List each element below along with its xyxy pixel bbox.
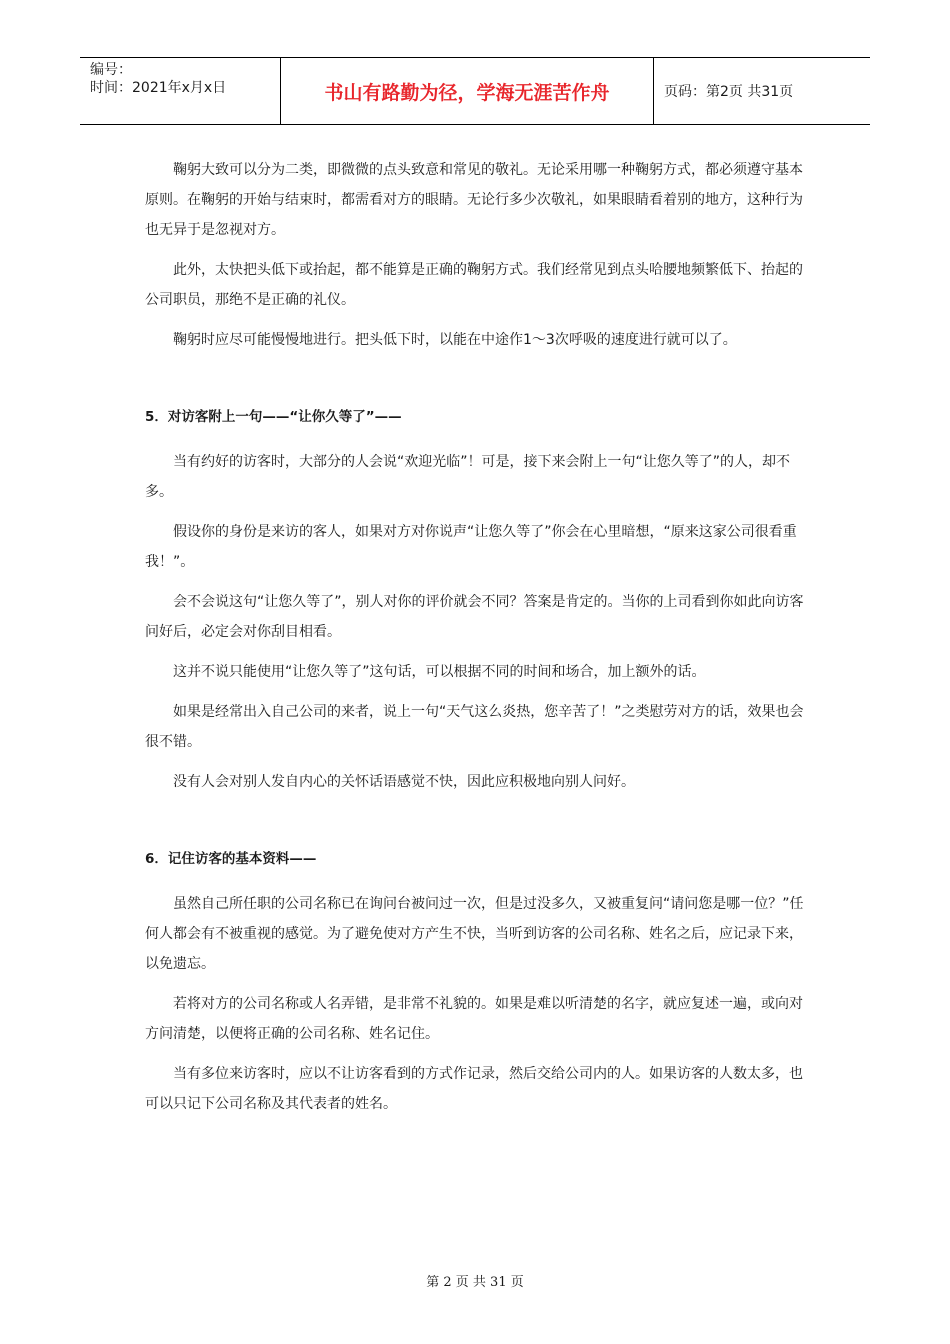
header-number-label: 编号： [90,62,132,78]
paragraph: 这并不说只能使用“让您久等了”这句话，可以根据不同的时间和场合，加上额外的话。 [173,664,706,680]
page-header [80,57,870,125]
section-heading-5: 5．对访客附上一句——“让你久等了”—— [145,409,402,425]
paragraph: 当有约好的访客时，大部分的人会说“欢迎光临”！可是，接下来会附上一句“让您久等了”的人，却不多。 [145,454,791,500]
header-page-info: 页码：第2页 共31页 [664,84,794,100]
paragraph: 此外，太快把头低下或抬起，都不能算是正确的鞠躬方式。我们经常见到点头哈腰地频繁低下、抬起的公司职员，那绝不是正确的礼仪。 [145,262,803,308]
section-heading-6: 6．记住访客的基本资料—— [145,851,317,867]
paragraph: 没有人会对别人发自内心的关怀话语感觉不快，因此应积极地向别人问好。 [173,774,635,790]
header-motto: 书山有路勤为径，学海无涯苦作舟 [281,58,654,124]
paragraph: 鞠躬时应尽可能慢慢地进行。把头低下时，以能在中途作1～3次呼吸的速度进行就可以了。 [173,332,737,348]
paragraph: 会不会说这句“让您久等了”，别人对你的评价就会不同？答案是肯定的。当你的上司看到你如此向访客问好后，必定会对你刮目相看。 [145,594,804,640]
document-body [145,155,815,1129]
header-meta [80,58,281,124]
paragraph: 若将对方的公司名称或人名弄错，是非常不礼貌的。如果是难以听清楚的名字，就应复述一遍，或向对方问清楚，以便将正确的公司名称、姓名记住。 [145,996,803,1042]
page-footer: 第 2 页 共 31 页 [426,1275,524,1290]
header-time-label: 时间：2021年x月x日 [90,80,227,96]
paragraph: 假设你的身份是来访的客人，如果对方对你说声“让您久等了”你会在心里暗想，“原来这家公司很看重我！”。 [145,524,797,570]
paragraph: 虽然自己所任职的公司名称已在询问台被问过一次，但是过没多久，又被重复问“请问您是哪一位？”任何人都会有不被重视的感觉。为了避免使对方产生不快，当听到访客的公司名称、姓名之后，应记录下来，以免遗忘。 [145,896,804,972]
paragraph: 如果是经常出入自己公司的来者，说上一句“天气这么炎热，您辛苦了！”之类慰劳对方的话，效果也会很不错。 [145,704,804,750]
paragraph: 鞠躬大致可以分为二类，即微微的点头致意和常见的敬礼。无论采用哪一种鞠躬方式，都必须遵守基本原则。在鞠躬的开始与结束时，都需看对方的眼睛。无论行多少次敬礼，如果眼睛看着别的地方，这种行为也无异于是忽视对方。 [145,162,803,238]
paragraph: 当有多位来访客时，应以不让访客看到的方式作记录，然后交给公司内的人。如果访客的人数太多，也可以只记下公司名称及其代表者的姓名。 [145,1066,803,1112]
